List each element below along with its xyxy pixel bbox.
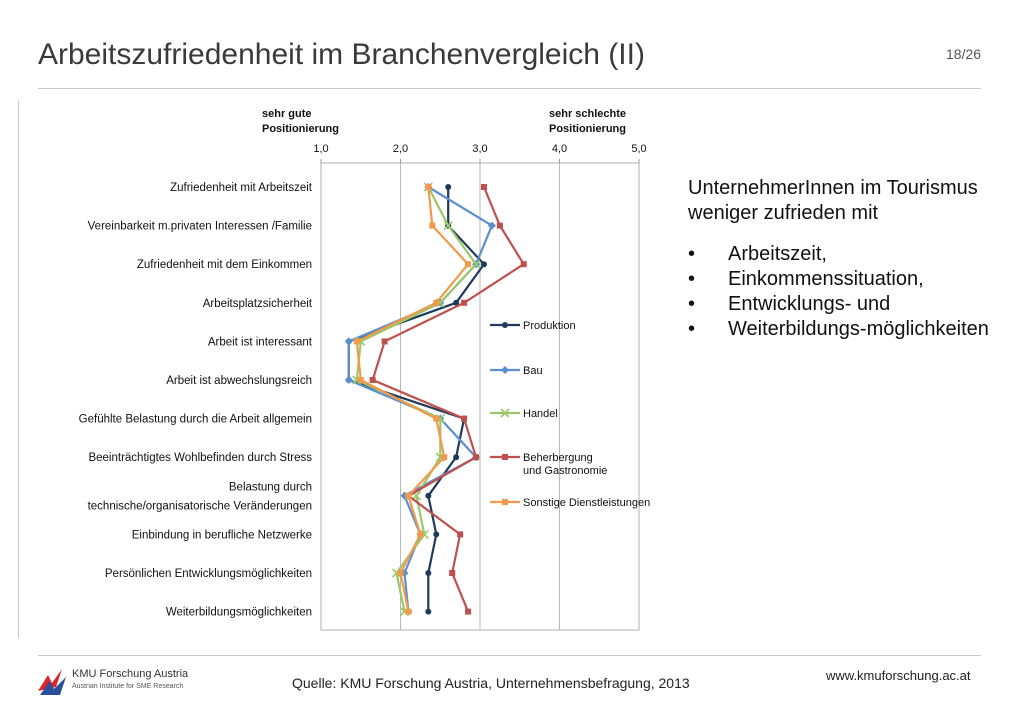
category-label: Zufriedenheit mit Arbeitszeit bbox=[170, 182, 312, 194]
category-label: Belastung durch bbox=[228, 481, 312, 494]
data-point bbox=[445, 184, 451, 190]
website-link[interactable]: www.kmuforschung.ac.at bbox=[826, 668, 971, 683]
tick-label: 3,0 bbox=[472, 143, 488, 155]
kmu-logo bbox=[36, 665, 236, 705]
category-label: Arbeitsplatzsicherheit bbox=[202, 297, 312, 310]
legend-marker bbox=[502, 454, 508, 460]
data-point bbox=[453, 454, 459, 460]
callout-item-text: Arbeitszeit, bbox=[728, 243, 827, 265]
callout-item-text: Entwicklungs- und bbox=[728, 293, 891, 315]
data-point bbox=[354, 338, 360, 344]
data-point bbox=[405, 609, 411, 615]
data-point bbox=[465, 261, 471, 267]
axis-label-left: Positionierung bbox=[262, 123, 339, 135]
data-point bbox=[481, 184, 487, 190]
logo-subtitle: Austrian Institute for SME Research bbox=[72, 683, 184, 690]
data-point bbox=[465, 609, 471, 615]
data-point bbox=[358, 377, 364, 383]
data-point bbox=[433, 300, 439, 306]
data-point bbox=[345, 337, 353, 345]
data-point bbox=[461, 416, 467, 422]
legend-marker bbox=[501, 366, 509, 374]
callout-intro: UnternehmerInnen im Tourismus weniger zufrieden mit bbox=[688, 177, 978, 224]
footer-divider bbox=[38, 655, 981, 656]
category-label: Persönlichen Entwicklungsmöglichkeiten bbox=[104, 568, 312, 580]
data-point bbox=[433, 416, 439, 422]
callout-item bbox=[688, 242, 1008, 267]
legend-marker bbox=[502, 322, 508, 328]
callout-item bbox=[688, 292, 1008, 317]
data-point bbox=[345, 376, 353, 384]
data-point bbox=[473, 454, 479, 460]
bullet-icon: • bbox=[688, 293, 696, 315]
tick-label: 4,0 bbox=[551, 143, 568, 155]
data-point bbox=[370, 377, 376, 383]
category-label: Einbindung in berufliche Netzwerke bbox=[131, 529, 312, 542]
data-point bbox=[382, 338, 388, 344]
category-label: technische/organisatorische Veränderungen bbox=[87, 500, 312, 513]
axis-label-left: sehr gute bbox=[262, 108, 312, 120]
callout-item-text: Weiterbildungs-möglichkeiten bbox=[728, 318, 989, 340]
data-point bbox=[497, 223, 503, 229]
category-label: Zufriedenheit mit dem Einkommen bbox=[136, 259, 312, 272]
data-point bbox=[449, 570, 455, 576]
source-note: Quelle: KMU Forschung Austria, Unternehmensbefragung, 2013 bbox=[292, 675, 690, 691]
category-label: Gefühlte Belastung durch die Arbeit allgemein bbox=[78, 413, 312, 426]
page-title: Arbeitszufriedenheit im Branchenvergleich (II) bbox=[38, 38, 645, 71]
data-point bbox=[425, 493, 431, 499]
callout-item bbox=[688, 267, 1008, 292]
data-point bbox=[405, 493, 411, 499]
callout-item-text: Einkommenssituation, bbox=[728, 268, 924, 290]
data-point bbox=[521, 261, 527, 267]
data-point bbox=[425, 184, 431, 190]
tick-label: 1,0 bbox=[313, 143, 329, 155]
logo-mark-icon bbox=[36, 665, 70, 699]
data-point bbox=[433, 531, 439, 537]
callout bbox=[688, 176, 1008, 342]
bullet-icon: • bbox=[688, 318, 696, 340]
axis-label-right: Positionierung bbox=[549, 123, 626, 135]
callout-list bbox=[688, 242, 1008, 342]
data-point bbox=[429, 223, 435, 229]
category-label: Arbeit ist abwechslungsreich bbox=[166, 375, 312, 387]
data-point bbox=[461, 300, 467, 306]
data-point bbox=[425, 609, 431, 615]
bullet-icon: • bbox=[688, 243, 696, 265]
category-label: Arbeit ist interessant bbox=[207, 336, 312, 349]
data-point bbox=[417, 531, 423, 537]
legend-label: Beherbergung bbox=[523, 452, 593, 464]
data-point bbox=[398, 570, 404, 576]
page-number: 18/26 bbox=[946, 46, 982, 62]
legend-label: Handel bbox=[523, 408, 558, 420]
legend-label: und Gastronomie bbox=[523, 465, 608, 477]
data-point bbox=[457, 531, 463, 537]
bullet-icon: • bbox=[688, 268, 696, 290]
logo-name: KMU Forschung Austria bbox=[72, 668, 189, 680]
category-label: Weiterbildungsmöglichkeiten bbox=[165, 606, 312, 619]
callout-item bbox=[688, 317, 1008, 342]
legend-label: Produktion bbox=[523, 320, 576, 332]
legend-label: Bau bbox=[523, 365, 543, 377]
category-label: Vereinbarkeit m.privaten Interessen /Familie bbox=[87, 220, 312, 233]
series-line bbox=[357, 187, 468, 612]
legend-marker bbox=[502, 499, 508, 505]
tick-label: 2,0 bbox=[392, 143, 409, 155]
data-point bbox=[425, 570, 431, 576]
legend-label: Sonstige Dienstleistungen bbox=[523, 497, 651, 509]
tick-label: 5,0 bbox=[631, 143, 647, 155]
category-label: Beeinträchtigtes Wohlbefinden durch Stress bbox=[88, 452, 312, 465]
data-point bbox=[441, 454, 447, 460]
axis-label-right: sehr schlechte bbox=[549, 108, 627, 120]
data-point bbox=[481, 261, 487, 267]
